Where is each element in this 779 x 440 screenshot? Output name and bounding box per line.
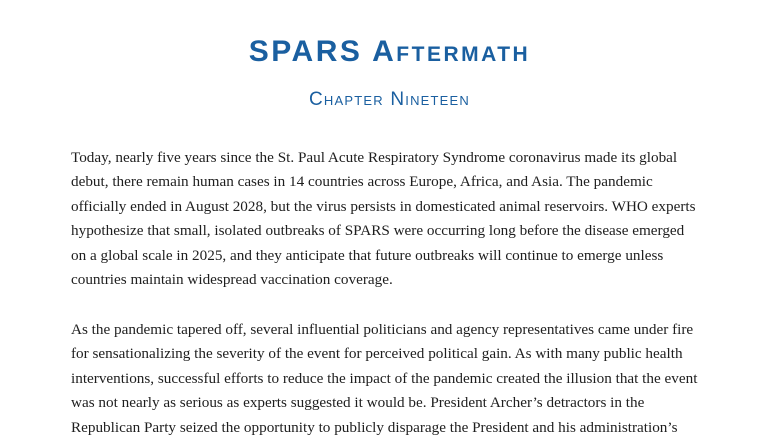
- paragraph-line: debut, there remain human cases in 14 countries across Europe, Africa, and Asia. The pandemic: [71, 173, 653, 191]
- paragraph-line: Today, nearly five years since the St. Paul Acute Respiratory Syndrome coronavirus made its global: [71, 149, 678, 166]
- paragraph-line: for sensationalizing the severity of the event for perceived political gain. As with many public health: [71, 345, 683, 363]
- document-title: SPARS Aftermath: [248, 35, 531, 68]
- body-paragraph: [71, 146, 721, 292]
- paragraph-line: As the pandemic tapered off, several influential politicians and agency representatives came under fire: [71, 321, 694, 338]
- paragraph-line: Republican Party seized the opportunity to publicly disparage the President and his administration’s: [71, 418, 678, 436]
- chapter-heading: Chapter Nineteen: [309, 89, 470, 110]
- paragraph-line: interventions, successful efforts to reduce the impact of the pandemic created the illusion that the event: [71, 369, 698, 387]
- paragraph-line: was not nearly as serious as experts suggested it would be. President Archer’s detractors in the: [71, 394, 645, 412]
- paragraph-line: on a global scale in 2025, and they anticipate that future outbreaks will continue to emerge unless: [71, 246, 664, 264]
- paragraph-line: officially ended in August 2028, but the virus persists in domesticated animal reservoirs. WHO experts: [71, 197, 696, 215]
- body-paragraph: [71, 318, 721, 440]
- paragraph-line: hypothesize that small, isolated outbreaks of SPARS were occurring long before the disease emerged: [71, 222, 685, 240]
- paragraph-line: countries maintain widespread vaccination coverage.: [71, 271, 393, 289]
